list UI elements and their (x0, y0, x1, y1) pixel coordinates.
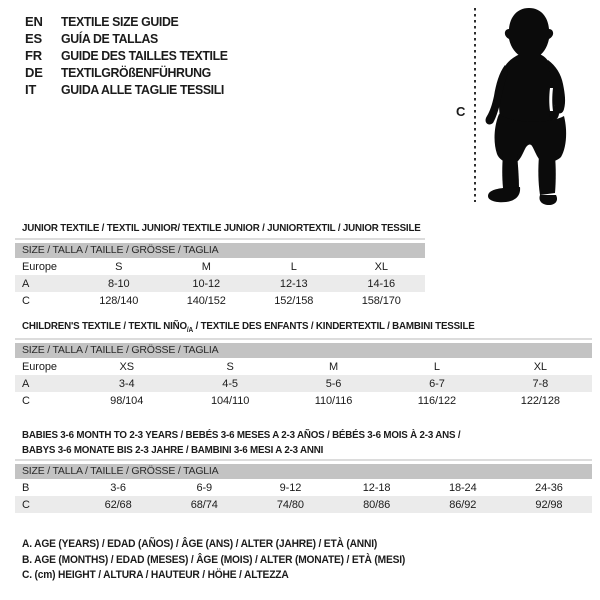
children-title-pre: CHILDREN'S TEXTILE / TEXTIL NIÑO (22, 320, 187, 332)
size-cell: S (226, 360, 234, 373)
age-cell: 4-5 (222, 377, 238, 390)
legend-line-b: B. AGE (MONTHS) / EDAD (MESES) / ÂGE (MOIS) / ALTER (MONATE) / ETÀ (MESI) (22, 553, 406, 566)
height-label-c: C (456, 104, 466, 119)
row-label: A (22, 377, 30, 390)
babies-size-table (15, 459, 592, 513)
height-cell: 158/170 (361, 294, 401, 307)
size-cell: S (115, 260, 123, 273)
height-cell: 110/116 (314, 394, 353, 407)
table-top-rule (15, 338, 592, 340)
table-top-rule (15, 238, 425, 240)
legend-line-c: C. (cm) HEIGHT / ALTURA / HAUTEUR / HÖHE / ALTEZZA (22, 569, 289, 581)
children-title-post: / TEXTILE DES ENFANTS / KINDERTEXTIL / BAMBINI TESSILE (193, 320, 475, 332)
months-cell: 3-6 (110, 481, 126, 494)
age-cell: 8-10 (107, 277, 130, 290)
junior-size-table (15, 238, 425, 309)
row-label: C (22, 294, 30, 307)
height-cell: 62/68 (104, 498, 132, 511)
table-row-height (15, 496, 592, 513)
age-cell: 6-7 (429, 377, 445, 390)
months-cell: 24-36 (535, 481, 563, 494)
toddler-silhouette-icon (484, 8, 574, 208)
height-cell: 104/110 (210, 394, 250, 407)
language-row-en (25, 13, 236, 30)
babies-table-title (22, 428, 543, 458)
size-cell: L (433, 360, 440, 373)
height-cell: 128/140 (99, 294, 139, 307)
language-label: TEXTILE SIZE GUIDE (61, 14, 179, 29)
size-cell: XS (119, 360, 134, 373)
age-cell: 7-8 (532, 377, 549, 390)
children-title-sub: /A (186, 327, 194, 335)
height-cell: 74/80 (276, 498, 304, 511)
age-cell: 14-16 (367, 277, 396, 290)
size-header-bar: SIZE / TALLA / TAILLE / GRÖSSE / TAGLIA (15, 343, 592, 358)
row-label: Europe (22, 260, 57, 273)
size-cell: L (290, 260, 297, 273)
language-row-it (25, 81, 236, 98)
height-cell: 116/122 (417, 394, 457, 407)
table-row-age (15, 375, 592, 392)
language-row-de (25, 64, 236, 81)
language-code: IT (25, 82, 37, 97)
table-row-europe (15, 358, 592, 375)
height-cell: 68/74 (190, 498, 218, 511)
age-cell: 12-13 (279, 277, 308, 290)
size-cell: M (328, 360, 339, 373)
height-cell: 86/92 (449, 498, 477, 511)
size-header-bar: SIZE / TALLA / TAILLE / GRÖSSE / TAGLIA (15, 464, 592, 479)
language-label: GUÍA DE TALLAS (61, 31, 158, 46)
age-cell: 5-6 (325, 377, 342, 390)
age-cell: 10-12 (192, 277, 221, 290)
height-measure-dotted-line (474, 8, 476, 202)
row-label: C (22, 498, 30, 511)
months-cell: 18-24 (448, 481, 477, 494)
legend (22, 537, 434, 584)
babies-title-line2: BABYS 3-6 MONATE BIS 2-3 JAHRE / BAMBINI 3-6 MESI A 2-3 ANNI (22, 444, 324, 456)
row-label: A (22, 277, 30, 290)
row-label: Europe (22, 360, 57, 373)
size-header-bar: SIZE / TALLA / TAILLE / GRÖSSE / TAGLIA (15, 243, 425, 258)
language-code: DE (25, 65, 43, 80)
language-list (25, 13, 236, 98)
size-cell: M (201, 260, 211, 273)
babies-title-line1: BABIES 3-6 MONTH TO 2-3 YEARS / BEBÉS 3-6 MESES A 2-3 AÑOS / BÉBÉS 3-6 MOIS À 2-3 ANS / (22, 429, 461, 441)
language-row-es (25, 30, 236, 47)
language-code: ES (25, 31, 42, 46)
language-label: GUIDE DES TAILLES TEXTILE (61, 48, 228, 63)
height-cell: 122/128 (520, 394, 560, 407)
height-cell: 98/104 (110, 394, 144, 407)
legend-line-a: A. AGE (YEARS) / EDAD (AÑOS) / ÂGE (ANS) / ALTER (JAHRE) / ETÀ (ANNI) (22, 538, 378, 550)
language-row-fr (25, 47, 236, 64)
months-cell: 6-9 (196, 481, 213, 494)
children-table-title (22, 319, 475, 338)
height-cell: 152/158 (274, 294, 314, 307)
table-row-europe (15, 258, 425, 275)
age-cell: 3-4 (118, 377, 135, 390)
junior-table-title: JUNIOR TEXTILE / TEXTIL JUNIOR/ TEXTILE JUNIOR / JUNIORTEXTIL / JUNIOR TESSILE (22, 222, 421, 234)
months-cell: 12-18 (362, 481, 391, 494)
table-row-height (15, 292, 425, 309)
height-cell: 92/98 (535, 498, 563, 511)
height-cell: 80/86 (363, 498, 391, 511)
table-top-rule (15, 459, 592, 461)
size-cell: XL (533, 360, 547, 373)
language-code: EN (25, 14, 43, 29)
language-label: TEXTILGRÖßENFÜHRUNG (61, 65, 211, 80)
height-cell: 140/152 (186, 294, 226, 307)
language-code: FR (25, 48, 42, 63)
size-cell: XL (374, 260, 388, 273)
table-row-age (15, 275, 425, 292)
row-label: B (22, 481, 30, 494)
row-label: C (22, 394, 30, 407)
months-cell: 9-12 (279, 481, 302, 494)
children-size-table (15, 338, 592, 409)
table-row-months (15, 479, 592, 496)
table-row-height (15, 392, 592, 409)
language-label: GUIDA ALLE TAGLIE TESSILI (61, 82, 224, 97)
